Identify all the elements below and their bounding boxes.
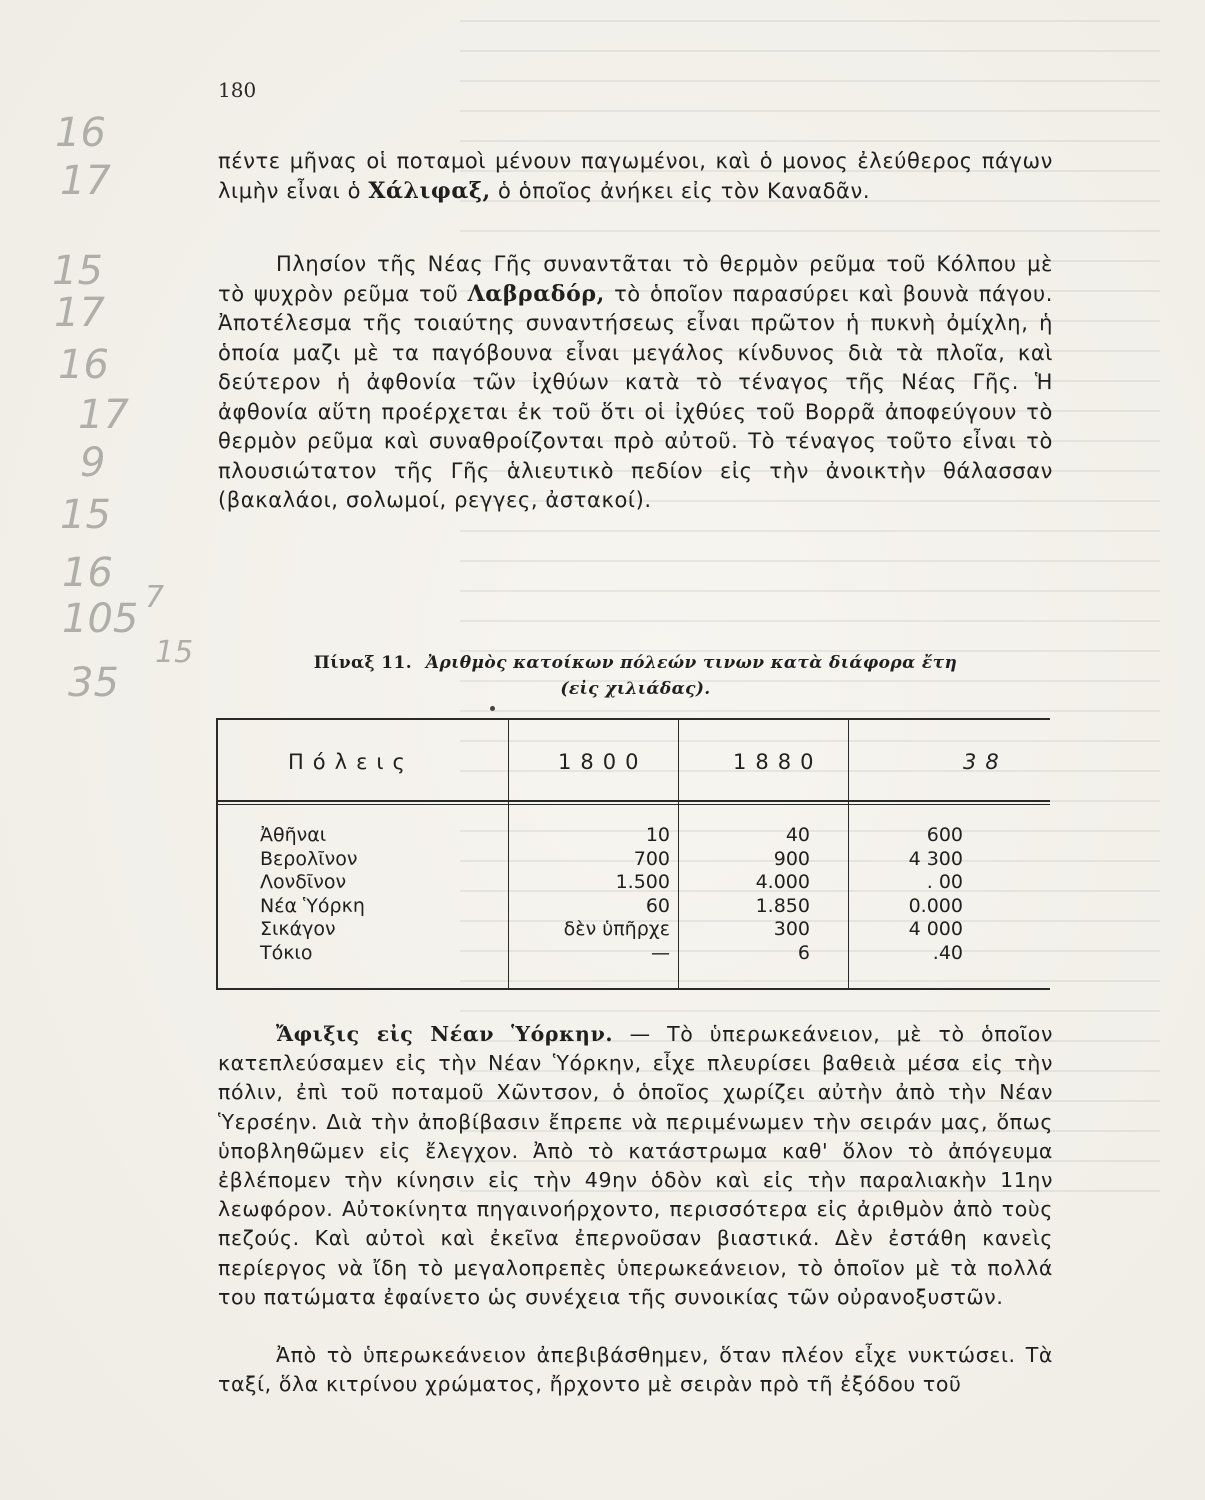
table-caption bbox=[218, 650, 1053, 702]
table-cell-1800: 60 bbox=[645, 894, 670, 917]
margin-note: 16 bbox=[58, 342, 109, 388]
header-cities: Πόλεις bbox=[288, 750, 414, 774]
margin-note: 105 bbox=[62, 596, 139, 642]
margin-note: 35 bbox=[68, 660, 119, 706]
margin-note: 15 bbox=[155, 635, 194, 670]
margin-note: 15 bbox=[52, 248, 103, 294]
paragraph-4 bbox=[218, 1341, 1053, 1399]
population-table bbox=[216, 718, 1050, 990]
print-speck bbox=[490, 706, 495, 711]
table-row-city: Ἀθῆναι bbox=[260, 824, 327, 846]
margin-note: 7 bbox=[145, 580, 165, 615]
table-cell-late: 0.000 bbox=[908, 894, 963, 917]
margin-note: 17 bbox=[78, 392, 129, 438]
table-cell-1800: 700 bbox=[633, 847, 670, 870]
column-divider bbox=[678, 720, 679, 988]
paragraph-3-text: — Τὸ ὑπερωκεάνειον, μὲ τὸ ὁποῖον κατεπλεύσαμεν εἰς τὴν Νέαν Ὑόρκην, εἶχε πλευρίσει βαθειὰ μέσα εἰς τὴν πόλιν, ἐπὶ τοῦ ποταμοῦ Χῶντσον, ὁ ὁποῖος χωρίζει αὐτὴν ἀπὸ τὴν Νέαν Ὑερσέην. Διὰ τὴν ἀποβίβασιν ἔπρεπε νὰ περιμένωμεν τὴν σειράν μας, ὅπως ὑποβληθῶμεν εἰς ἔλεγχον. Ἀπὸ τὸ κατάστρωμα καθ' ὅλον τὸ ἀπόγευμα ἐβλέπομεν τὴν κίνησιν εἰς τὴν 49ην ὁδὸν καὶ εἰς τὴν παραλιακὴν 11ην λεωφόρον. Αὐτοκίνητα πηγαινοήρχοντο, περισσότερα εἰς ἀριθμὸν ἀπὸ τοὺς πεζούς. Καὶ αὐτοὶ καὶ ἐκεῖνα ἐπερνοῦσαν βιαστικά. Δὲν ἐστάθη κανεὶς περίεργος νὰ ἴδη τὸ μεγαλοπρεπὲς ὑπερωκεάνειον, τὸ ὁποῖον μὲ τὰ πολλά του πατώματα ἐφαίνετο ὡς συνέχεια τῆς συνοικίας τῶν οὐρανοξυστῶν. bbox=[218, 1022, 1054, 1309]
margin-note: 16 bbox=[55, 110, 106, 156]
paragraph-3 bbox=[218, 1020, 1053, 1312]
table-cell-1880: 4.000 bbox=[755, 871, 810, 893]
table-row-city: Βερολῖνον bbox=[260, 847, 358, 870]
page-number: 180 bbox=[218, 78, 257, 102]
place-name-halifax: Χάλιφαξ, bbox=[368, 177, 491, 204]
paragraph-1-text-end: ὁ ὁποῖος ἀνήκει εἰς τὸν Καναδᾶν. bbox=[490, 178, 871, 203]
table-cell-late: 4 300 bbox=[908, 847, 963, 870]
table-row-city: Τόκιο bbox=[260, 941, 313, 964]
header-1800: 1800 bbox=[558, 750, 648, 774]
table-cell-late: 4 000 bbox=[908, 918, 963, 940]
paragraph-2-text-end: τὸ ὁποῖον παρασύρει καὶ βουνὰ πάγου. Ἀποτέλεσμα τῆς τοιαύτης συναντήσεως εἶναι πρῶτον ἡ πυκνὴ ὀμίχλη, ἡ ὁποία μαζι μὲ τα παγόβουνα εἶναι μεγάλος κίνδυνος διὰ τὰ πλοῖα, καὶ δεύτερον ἡ ἀφθονία τῶν ἰχθύων κατὰ τὸ τέναγος τῆς Νέας Γῆς. Ἡ ἀφθονία αὕτη προέρχεται ἐκ τοῦ ὅτι οἱ ἰχθύες τοῦ Βορρᾶ ἀποφεύγουν τὸ θερμὸν ρεῦμα καὶ συναθροίζονται πρὸ αὐτοῦ. Τὸ τέναγος τοῦτο εἶναι τὸ πλουσιώτατον τῆς Γῆς ἁλιευτικὸ πεδίον εἰς τὴν ἀνοικτὴν θάλασσαν (βακαλάοι, σολωμοί, ρεγγες, ἀστακοί). bbox=[218, 281, 1053, 512]
handwritten-margin-notes bbox=[0, 80, 220, 760]
table-cell-1880: 6 bbox=[797, 941, 810, 964]
table-cell-1880: 40 bbox=[785, 824, 810, 846]
table-cell-1800: 1.500 bbox=[615, 871, 670, 893]
header-rule-thin bbox=[218, 804, 1050, 805]
paragraph-4-text: Ἀπὸ τὸ ὑπερωκεάνειον ἀπεβιβάσθημεν, ὅταν πλέον εἶχε νυκτώσει. Τὰ ταξί, ὅλα κιτρίνου χρώματος, ἤρχοντο μὲ σειρὰν πρὸ τῆ ἐξόδου τοῦ bbox=[218, 1343, 1053, 1397]
table-cell-1800: 10 bbox=[645, 824, 670, 846]
margin-note: 15 bbox=[60, 492, 111, 538]
margin-note: 17 bbox=[54, 290, 105, 336]
margin-note: 9 bbox=[80, 440, 106, 486]
table-row-city: Σικάγον bbox=[260, 918, 336, 940]
table-cell-1880: 900 bbox=[773, 847, 810, 870]
table-cell-late: 600 bbox=[926, 824, 963, 846]
table-title-line-2: (εἰς χιλιάδας). bbox=[560, 679, 711, 699]
paragraph-1 bbox=[218, 147, 1053, 206]
section-heading-arrival: Ἄφιξις εἰς Νέαν Ὑόρκην. bbox=[276, 1022, 614, 1046]
table-row-city: Λονδῖνον bbox=[260, 871, 347, 893]
column-divider bbox=[508, 720, 509, 988]
table-title-line-1: Ἀριθμὸς κατοίκων πόλεών τινων κατὰ διάφορα ἔτη bbox=[425, 653, 958, 673]
table-row-city: Νέα Ὑόρκη bbox=[260, 894, 365, 917]
header-1880: 1880 bbox=[733, 750, 823, 774]
margin-note: 17 bbox=[60, 158, 111, 204]
header-late-year: 38 bbox=[963, 750, 1008, 774]
paragraph-1-text-start: πέντε μῆνας οἱ ποταμοὶ μένουν παγωμένοι, καὶ ὁ μονος ἐλεύθερος πάγων λιμὴν εἶναι ὁ bbox=[218, 149, 1053, 203]
table-cell-1880: 300 bbox=[773, 918, 810, 940]
table-cell-late: . 00 bbox=[926, 871, 963, 893]
table-cell-1800: — bbox=[651, 941, 670, 964]
paragraph-2-text-start: Πλησίον τῆς Νέας Γῆς συναντᾶται τὸ θερμὸν ρεῦμα τοῦ Κόλπου μὲ τὸ ψυχρὸν ρεῦμα τοῦ bbox=[218, 252, 1053, 306]
paragraph-2 bbox=[218, 250, 1053, 516]
table-cell-1800: δὲν ὑπῆρχε bbox=[563, 918, 670, 940]
margin-note: 16 bbox=[62, 550, 113, 596]
table-cell-1880: 1.850 bbox=[755, 894, 810, 917]
place-name-labrador: Λαβραδόρ, bbox=[467, 280, 605, 307]
table-cell-late: .40 bbox=[932, 941, 963, 964]
header-rule bbox=[218, 800, 1050, 802]
table-label: Πίναξ 11. bbox=[313, 653, 413, 673]
